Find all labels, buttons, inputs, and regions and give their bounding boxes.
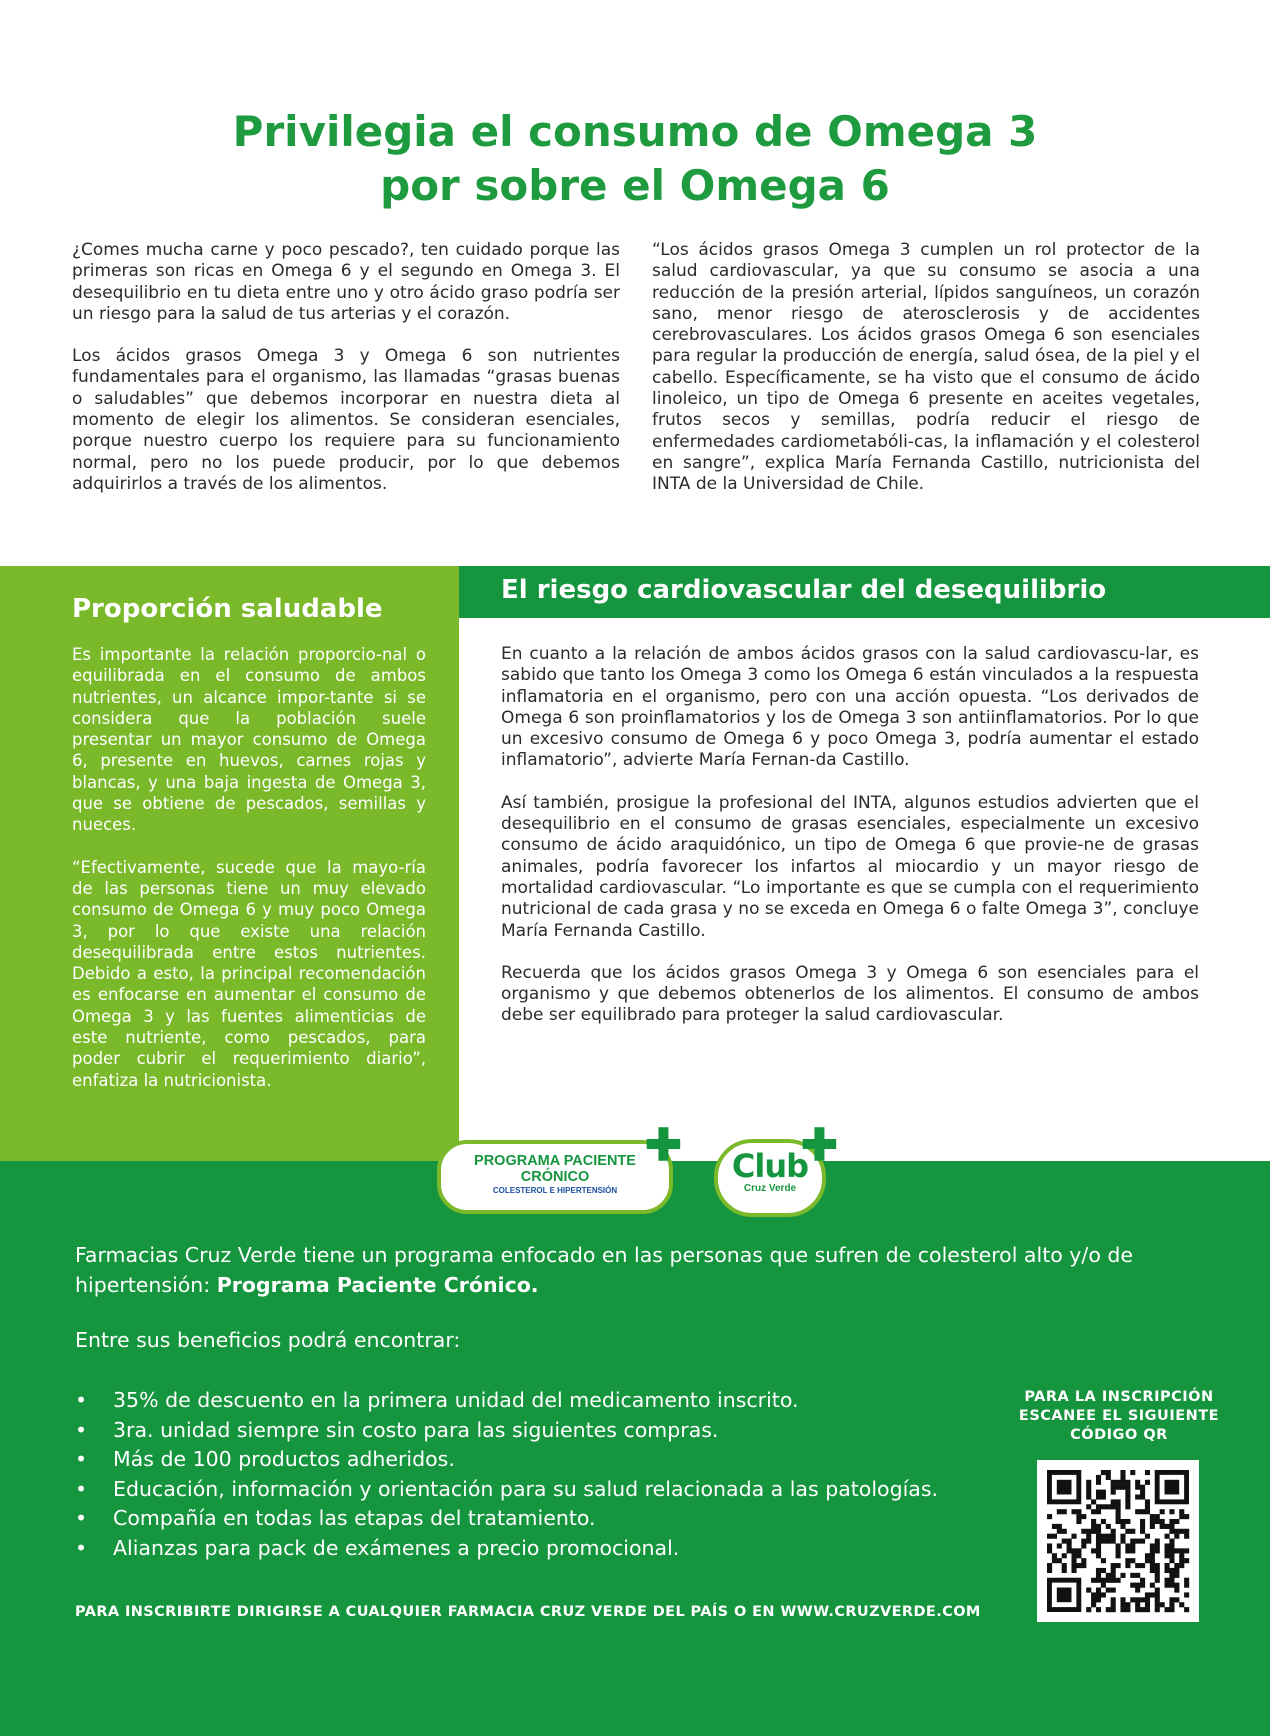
title-line-1: Privilegia el consumo de Omega 3 (232, 107, 1038, 156)
intro-paragraph-3: “Los ácidos grasos Omega 3 cumplen un rol protector de la salud cardiovascular, ya que su consumo se asocia a una reducción de la presión arterial, lípidos sanguíneos, un corazón sano, menor riesgo de aterosclerosis y de accidentes cerebrovasculares. Los ácidos grasos Omega 6 son esenciales para regular la producción de energía, salud ósea, de la piel y el cabello. Específicamente, se ha visto que el consumo de ácido linoleico, un tipo de Omega 6 presente en aceites vegetales, frutos secos y semillas, podría reducir el riesgo de enfermedades cardiometabóli-cas, la inflamación y el colesterol en sangre”, explica María Fernanda Castillo, nutricionista del INTA de la Universidad de Chile. (652, 240, 1200, 495)
programa-logo-subtitle: COLESTEROL E HIPERTENSIÓN (492, 1186, 618, 1195)
qr-label (1004, 1388, 1234, 1445)
list-item: • 35% de descuento en la primera unidad del medicamento inscrito. (75, 1386, 938, 1416)
list-item: • Alianzas para pack de exámenes a precio promocional. (75, 1534, 938, 1564)
program-name: Programa Paciente Crónico. (216, 1273, 539, 1297)
proporcion-paragraph-1: Es importante la relación proporcio-nal o equilibrada en el consumo de ambos nutrientes, un alcance impor-tante si se considera que la población suele presentar un mayor consumo de Omega 6, presente en huevos, carnes rojas y blancas, y una baja ingesta de Omega 3, que se obtiene de pescados, semillas y nueces. (72, 645, 426, 835)
qr-code-icon (1037, 1460, 1199, 1622)
riesgo-text (501, 644, 1199, 1048)
list-item: • 3ra. unidad siempre sin costo para las siguientes compras. (75, 1416, 938, 1446)
programa-paciente-cronico-logo (437, 1140, 673, 1214)
riesgo-paragraph-2: Así también, prosigue la profesional del INTA, algunos estudios advierten que el desequilibrio en el consumo de grasas esenciales, especialmente un excesivo consumo de ácido araquidónico, un tipo de Omega 6 que provie-ne de grasas animales, podría favorecer los infartos al miocardio y un mayor riesgo de mortalidad cardiovascular. “Lo importante es que se cumpla con el requerimiento nutricional de cada grasa y no se exceda en Omega 6 o falte Omega 3”, concluye María Fernanda Castillo. (501, 792, 1199, 941)
benefits-label: Entre sus beneficios podrá encontrar: (75, 1328, 461, 1352)
proporcion-paragraph-2: “Efectivamente, sucede que la mayo-ría de las personas tiene un muy elevado consumo de Omega 6 y muy poco Omega 3, por lo que existe una relación desequilibrada entre estos nutrientes. Debido a esto, la principal recomendación es enfocarse en aumentar el consumo de Omega 3 y las fuentes alimenticias de este nutriente, como pescados, para poder cubrir el requerimiento diario”, enfatiza la nutricionista. (72, 857, 426, 1090)
program-intro (75, 1240, 1215, 1300)
qr-label-line-1: PARA LA INSCRIPCIÓN (1024, 1389, 1214, 1405)
plus-icon: ✚ (645, 1121, 682, 1170)
benefits-list (75, 1386, 938, 1563)
intro-column-left (72, 240, 620, 516)
qr-code[interactable] (1037, 1460, 1199, 1622)
programa-logo-line-1: PROGRAMA PACIENTE (474, 1153, 636, 1169)
programa-logo-line-2: CRÓNICO (520, 1169, 590, 1185)
intro-column-right (652, 240, 1200, 517)
proporcion-text (72, 644, 426, 1112)
proporcion-heading: Proporción saludable (72, 594, 383, 624)
list-item: • Más de 100 productos adheridos. (75, 1445, 938, 1475)
riesgo-paragraph-1: En cuanto a la relación de ambos ácidos grasos con la salud cardiovascu-lar, es sabido que tanto los Omega 3 como los Omega 6 están vinculados a la respuesta inflamatoria en el organismo, pero con una acción opuesta. “Los derivados de Omega 6 son proinflamatorios y los de Omega 3 son antiinflamatorios. Por lo que un excesivo consumo de Omega 6 y poco Omega 3, podría aumentar el estado inflamatorio”, advierte María Fernan-da Castillo. (501, 644, 1199, 771)
page-title (0, 105, 1270, 213)
riesgo-header-bar (459, 566, 1270, 618)
title-line-2: por sobre el Omega 6 (380, 161, 890, 210)
list-item: • Compañía en todas las etapas del tratamiento. (75, 1504, 938, 1534)
club-logo-main: Club (731, 1147, 809, 1185)
program-intro-text: Farmacias Cruz Verde tiene un programa enfocado en las personas que sufren de colesterol alto y/o de hipertensión: (75, 1243, 1134, 1297)
qr-label-line-2: ESCANEE EL SIGUIENTE (1018, 1408, 1220, 1424)
riesgo-paragraph-3: Recuerda que los ácidos grasos Omega 3 y Omega 6 son esenciales para el organismo y que debemos obtenerlos de los alimentos. El consumo de ambos debe ser equilibrado para proteger la salud cardiovascular. (501, 962, 1199, 1026)
plus-icon: ✚ (801, 1121, 838, 1170)
qr-label-line-3: CÓDIGO QR (1070, 1427, 1168, 1443)
proporcion-panel (0, 566, 459, 1161)
club-logo-sub: Cruz Verde (743, 1183, 797, 1194)
intro-paragraph-2: Los ácidos grasos Omega 3 y Omega 6 son nutrientes fundamentales para el organismo, las llamadas “grasas buenas o saludables” que debemos incorporar en nuestra dieta al momento de elegir los alimentos. Se consideran esenciales, porque nuestro cuerpo los requiere para su funcionamiento normal, pero no los puede producir, por lo que debemos adquirirlos a través de los alimentos. (72, 346, 620, 494)
riesgo-heading: El riesgo cardiovascular del desequilibrio (501, 575, 1107, 605)
footer-note: PARA INSCRIBIRTE DIRIGIRSE A CUALQUIER FARMACIA CRUZ VERDE DEL PAÍS O EN WWW.CRUZVERDE.COM (75, 1604, 981, 1620)
intro-paragraph-1: ¿Comes mucha carne y poco pescado?, ten cuidado porque las primeras son ricas en Omega 6 y el segundo en Omega 3. El desequilibrio en tu dieta entre uno y otro ácido graso podría ser un riesgo para la salud de tus arterias y el corazón. (72, 240, 620, 324)
list-item: • Educación, información y orientación para su salud relacionada a las patologías. (75, 1475, 938, 1505)
